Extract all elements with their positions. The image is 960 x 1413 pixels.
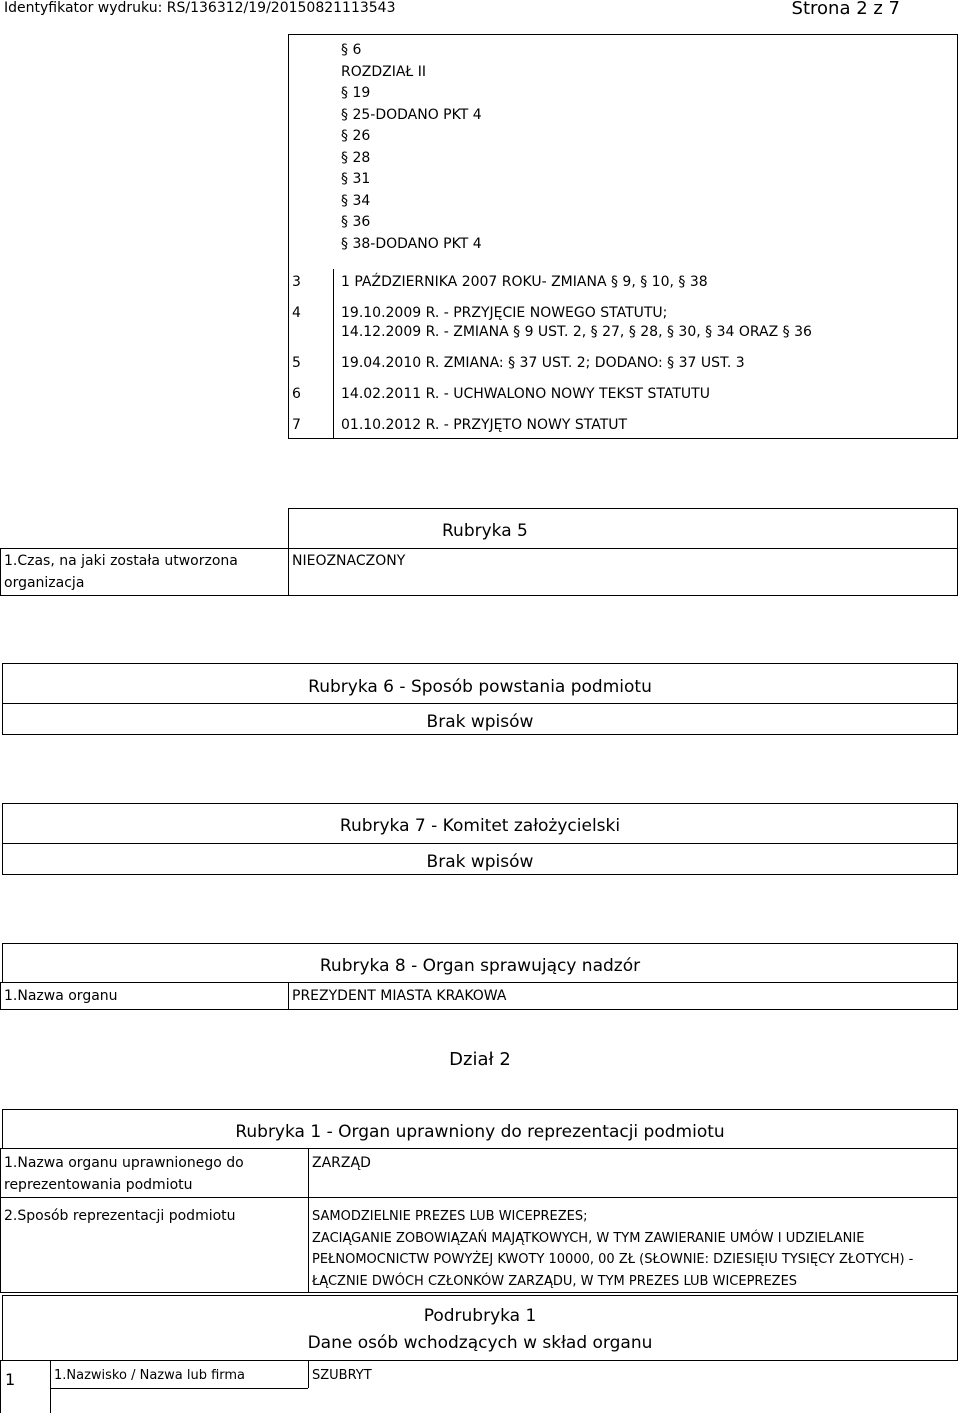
list-item: § 25-DODANO PKT 4 (341, 106, 482, 123)
change-number: 5 (292, 355, 301, 371)
page-number: Strona 2 z 7 (791, 0, 900, 19)
list-item: § 38-DODANO PKT 4 (341, 235, 482, 252)
podrubryka1-row-value: SZUBRYT (312, 1368, 372, 1383)
list-item: § 34 (341, 192, 371, 209)
changes-continued-list (341, 40, 482, 255)
podrubryka1-title: Podrubryka 1 (423, 1306, 537, 1326)
representation-line: SAMODZIELNIE PREZES LUB WICEPREZES; (312, 1209, 588, 1224)
podrubryka1-subtitle: Dane osób wchodzących w skład organu (307, 1333, 653, 1353)
rubryka6-title: Rubryka 6 - Sposób powstania podmiotu (308, 677, 652, 697)
list-item: § 26 (341, 128, 371, 144)
rubryka6-divider (2, 703, 958, 704)
podrubryka1-row-label: 1.Nazwisko / Nazwa lub firma (54, 1368, 246, 1383)
list-item: § 28 (341, 149, 371, 166)
dzial2-field2-value (312, 1206, 913, 1292)
rubryka8-title: Rubryka 8 - Organ sprawujący nadzór (319, 956, 641, 976)
representation-line: PEŁNOMOCNICTW POWYŻEJ KWOTY 10000, 00 ZŁ (SŁOWNIE: DZIESIĘIU TYSIĘCY ZŁOTYCH) - (312, 1252, 914, 1267)
list-item: § 31 (341, 171, 371, 187)
list-item: ROZDZIAŁ II (341, 63, 426, 80)
rubryka5-title: Rubryka 5 (442, 521, 528, 541)
rubryka6-empty: Brak wpisów (426, 712, 534, 732)
change-text: 14.02.2011 R. - UCHWALONO NOWY TEKST STATUTU (341, 386, 710, 402)
representation-line: ŁĄCZNIE DWÓCH CZŁONKÓW ZARZĄDU, W TYM PREZES LUB WICEPREZES (312, 1273, 798, 1289)
rubryka5-label: 1.Czas, na jaki została utworzona (4, 553, 238, 569)
dzial2-title: Dział 2 (449, 1049, 511, 1070)
dzial2-field1-label-cont: reprezentowania podmiotu (4, 1177, 193, 1193)
rubryka7-title: Rubryka 7 - Komitet założycielski (339, 816, 621, 836)
rubryka5-value: NIEOZNACZONY (292, 553, 406, 569)
rubryka7-empty: Brak wpisów (426, 852, 534, 872)
representation-line: ZACIĄGANIE ZOBOWIĄZAŃ MAJĄTKOWYCH, W TYM ZAWIERANIE UMÓW I UDZIELANIE (312, 1230, 865, 1246)
rubryka5-divider (288, 548, 289, 596)
print-identifier: Identyfikator wydruku: RS/136312/19/20150821113543 (4, 0, 396, 16)
podrubryka1-value-divider (308, 1360, 309, 1388)
change-number: 3 (292, 274, 301, 290)
dzial2-field1-label: 1.Nazwa organu uprawnionego do (4, 1155, 244, 1171)
change-text: 01.10.2012 R. - PRZYJĘTO NOWY STATUT (341, 417, 628, 433)
list-item: § 36 (341, 214, 371, 230)
change-number: 4 (292, 305, 301, 321)
podrubryka1-row-number: 1 (5, 1370, 16, 1389)
change-number: 7 (292, 417, 301, 433)
rubryka8-value: PREZYDENT MIASTA KRAKOWA (292, 988, 507, 1004)
changes-table-divider (333, 269, 334, 439)
podrubryka1-row-top (0, 1360, 958, 1361)
change-text: 1 PAŹDZIERNIKA 2007 ROKU- ZMIANA § 9, § 10, § 38 (341, 274, 708, 290)
dzial2-field2-label: 2.Sposób reprezentacji podmiotu (4, 1208, 236, 1224)
list-item: § 19 (341, 85, 371, 101)
podrubryka1-row-line (50, 1388, 308, 1389)
dzial2-rubryka1-title: Rubryka 1 - Organ uprawniony do reprezentacji podmiotu (235, 1122, 725, 1142)
rubryka8-divider (288, 982, 289, 1010)
rubryka8-label: 1.Nazwa organu (4, 988, 118, 1004)
rubryka7-divider (2, 843, 958, 844)
podrubryka1-num-divider (50, 1360, 51, 1413)
rubryka5-header (288, 508, 958, 549)
list-item: § 6 (341, 42, 362, 58)
dzial2-field1-value: ZARZĄD (312, 1155, 371, 1171)
change-text: 19.04.2010 R. ZMIANA: § 37 UST. 2; DODANO: § 37 UST. 3 (341, 355, 745, 371)
change-number: 6 (292, 386, 301, 402)
podrubryka1-left-border (0, 1360, 1, 1413)
change-text: 19.10.2009 R. - PRZYJĘCIE NOWEGO STATUTU; (341, 305, 668, 321)
rubryka5-label-cont: organizacja (4, 575, 85, 591)
change-text: 14.12.2009 R. - ZMIANA § 9 UST. 2, § 27, § 28, § 30, § 34 ORAZ § 36 (341, 324, 812, 340)
